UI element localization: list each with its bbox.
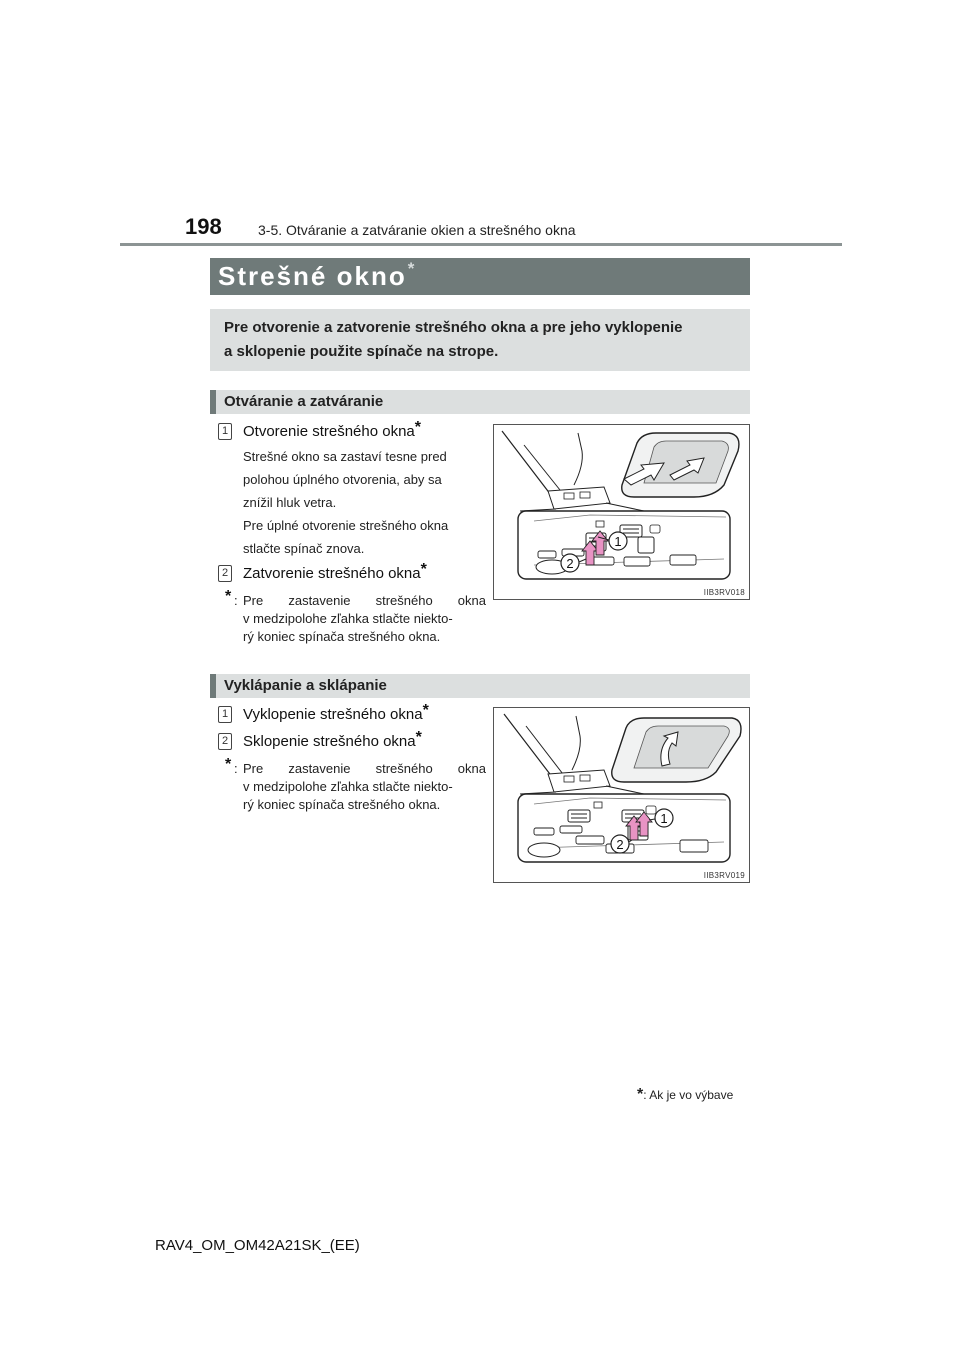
page-title-text: Strešné okno [218, 261, 407, 291]
roof-switch-illustration [494, 425, 749, 599]
text-line: Pre zastavenie strešného okna [243, 593, 486, 608]
document-code: RAV4_OM_OM42A21SK_(EE) [155, 1237, 360, 1254]
figure-code: IIB3RV018 [703, 588, 745, 597]
section-accent [210, 390, 216, 414]
note-star-icon: * [225, 588, 232, 605]
roof-switch-illustration [494, 708, 749, 882]
footnote-text: : Ak je vo výbave [643, 1088, 734, 1102]
text-line: rý koniec spínača strešného okna. [243, 797, 441, 812]
star-icon: * [422, 702, 429, 719]
text-line: polohou úplného otvorenia, aby sa [243, 472, 442, 487]
step-title [243, 729, 422, 751]
step-badge-1: 1 [218, 423, 232, 440]
text-line: znížil hluk vetra. [243, 495, 337, 510]
step-title-text: Sklopenie strešného okna [243, 733, 416, 750]
availability-star-icon: * [407, 259, 417, 278]
note-colon: : [234, 761, 238, 776]
footnote-star-icon: * [637, 1086, 644, 1103]
section-title: Otváranie a zatváranie [224, 393, 384, 410]
intro-line: Pre otvorenie a zatvorenie strešného okna a pre jeho vyklopenie [224, 319, 683, 336]
note-text [243, 592, 486, 646]
text-line: Strešné okno sa zastaví tesne pred [243, 449, 447, 464]
step-title-text: Zatvorenie strešného okna [243, 565, 421, 582]
step-badge-2: 2 [218, 733, 232, 750]
step-description [243, 514, 487, 560]
section-accent [210, 674, 216, 698]
page-title [218, 258, 416, 295]
text-line: rý koniec spínača strešného okna. [243, 629, 441, 644]
callout-label-2: 2 [566, 556, 574, 571]
text-line: Pre zastavenie strešného okna [243, 761, 486, 776]
section-title: Vyklápanie a sklápanie [224, 677, 387, 694]
chapter-title: 3-5. Otváranie a zatváranie okien a strešného okna [258, 222, 576, 238]
step-title-text: Otvorenie strešného okna [243, 423, 415, 440]
intro-line: a sklopenie použite spínače na strope. [224, 343, 499, 360]
step-title-text: Vyklopenie strešného okna [243, 706, 423, 723]
callout-label-1: 1 [660, 811, 668, 826]
step-badge-2: 2 [218, 565, 232, 582]
intro-text [224, 316, 746, 364]
text-line: stlačte spínač znova. [243, 541, 365, 556]
header-rule [120, 243, 842, 246]
step-title [243, 561, 427, 583]
page-number: 198 [185, 214, 222, 239]
figure-tilt [493, 707, 750, 883]
callout-label-1: 1 [614, 534, 622, 549]
footnote [637, 1086, 733, 1104]
step-badge-1: 1 [218, 706, 232, 723]
text-line: v medzipolohe zľahka stlačte niekto- [243, 779, 453, 794]
star-icon: * [415, 729, 422, 746]
figure-code: IIB3RV019 [703, 871, 745, 880]
note-colon: : [234, 593, 238, 608]
note-star-icon: * [225, 756, 232, 773]
step-title [243, 419, 422, 441]
step-title [243, 702, 429, 724]
star-icon: * [414, 419, 422, 436]
text-line: v medzipolohe zľahka stlačte niekto- [243, 611, 453, 626]
callout-label-2: 2 [616, 837, 624, 852]
figure-open-close [493, 424, 750, 600]
note-text [243, 760, 486, 814]
star-icon: * [420, 561, 427, 578]
step-description [243, 445, 487, 514]
text-line: Pre úplné otvorenie strešného okna [243, 518, 449, 533]
